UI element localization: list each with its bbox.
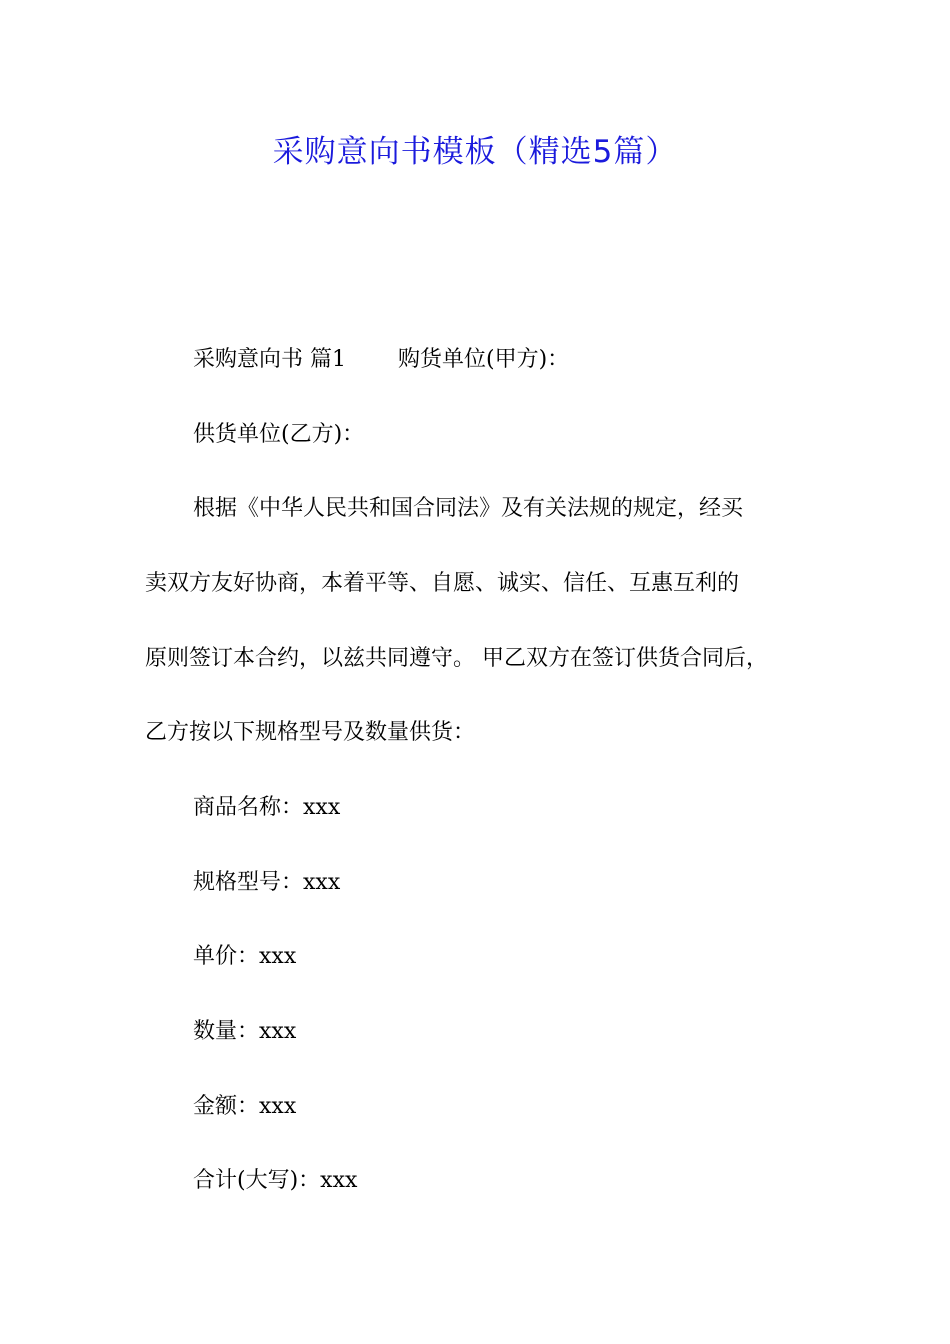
body-paragraph-line-1: 根据《中华人民共和国合同法》及有关法规的规定，经买 xyxy=(193,496,744,521)
item-unit-price: 单价：xxx xyxy=(193,944,297,969)
item-amount: 金额：xxx xyxy=(193,1094,297,1119)
body-paragraph-line-2: 卖双方友好协商，本着平等、自愿、诚实、信任、互惠互利的 xyxy=(145,571,740,596)
body-paragraph-line-4: 乙方按以下规格型号及数量供货： xyxy=(145,720,476,745)
document-title: 采购意向书模板（精选5篇） xyxy=(272,134,678,170)
item-total-capital: 合计(大写)：xxx xyxy=(193,1168,358,1193)
section-label: 采购意向书 篇1 xyxy=(193,347,346,372)
buyer-label: 购货单位(甲方)： xyxy=(398,347,570,372)
item-product-name: 商品名称：xxx xyxy=(193,795,341,820)
section-heading-line xyxy=(193,345,569,375)
item-quantity: 数量：xxx xyxy=(193,1019,297,1044)
item-spec-model: 规格型号：xxx xyxy=(193,870,341,895)
supplier-label: 供货单位(乙方)： xyxy=(193,422,365,447)
body-paragraph-line-3: 原则签订本合约，以兹共同遵守。 甲乙双方在签订供货合同后， xyxy=(145,646,768,671)
